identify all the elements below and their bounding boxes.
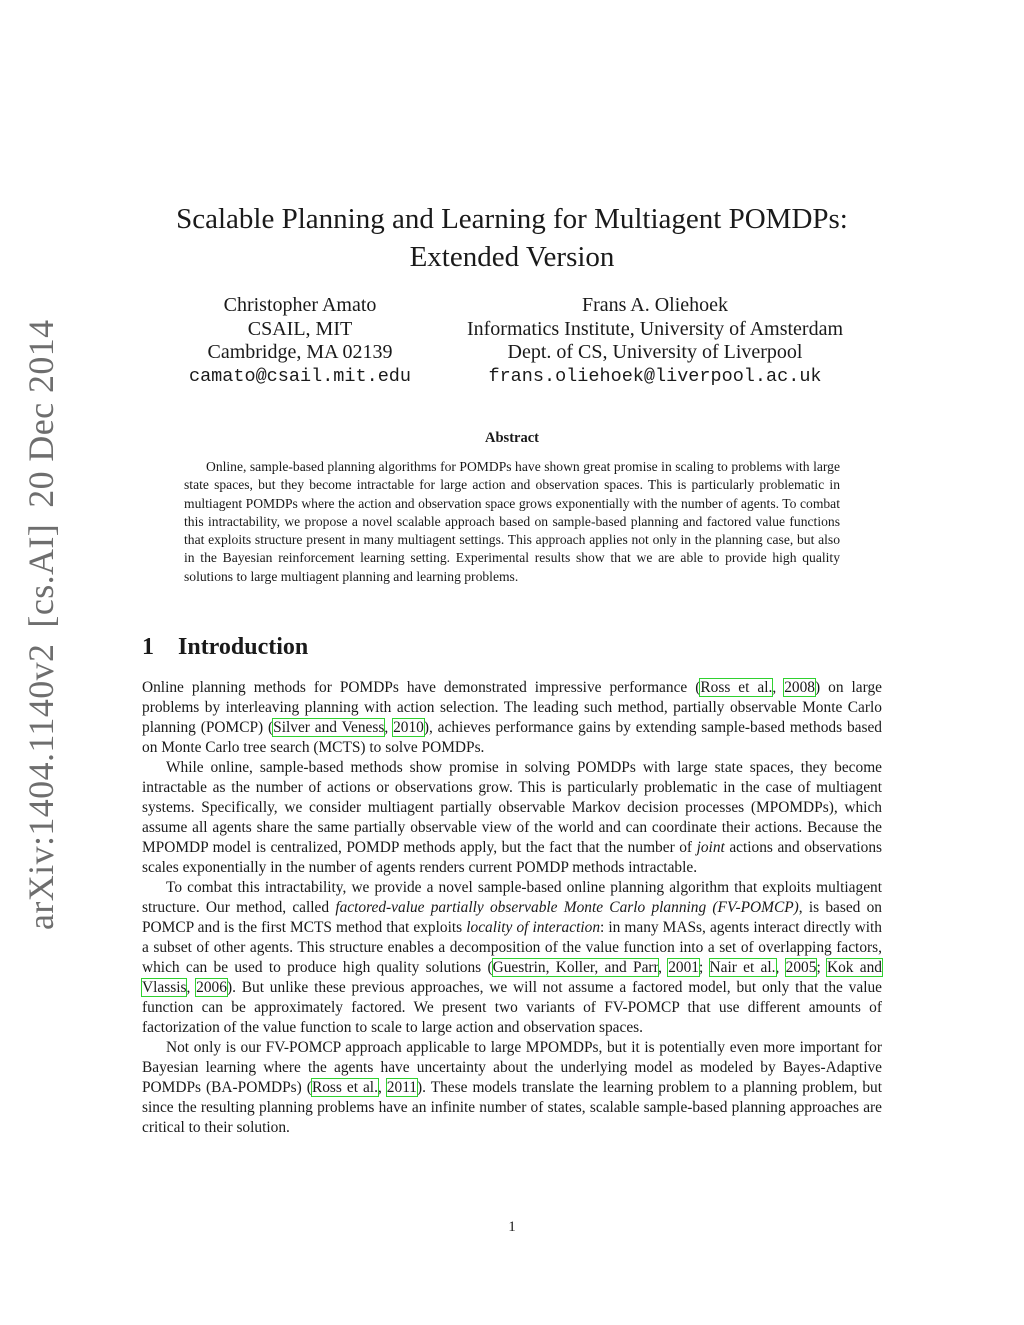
paragraph-2 [142, 758, 882, 878]
section-heading [142, 634, 308, 661]
citation-link[interactable]: Guestrin, Koller, and Parr [492, 959, 659, 976]
citation-year-link[interactable]: 2008 [784, 679, 815, 696]
emphasis: joint [696, 839, 725, 856]
author-affiliation: Informatics Institute, University of Amsterdam [466, 317, 844, 340]
author-email[interactable]: frans.oliehoek@liverpool.ac.uk [488, 365, 822, 387]
text-run: To combat this intractability, we provide a novel sample-based online planning algorithm that exploits multiagent structure. Our method, called [142, 879, 882, 916]
paragraph-1 [142, 678, 882, 758]
author-name: Christopher Amato [223, 294, 377, 316]
page-number: 1 [508, 1219, 516, 1235]
text-run: , [772, 679, 785, 696]
text-run: ; [816, 959, 827, 976]
citation-link[interactable]: Ross et al. [311, 1079, 378, 1096]
paragraph-3 [142, 878, 882, 1038]
text-run: ). But unlike these previous approaches, we will not assume a factored model, but only that the value function can be approximately factored. We present two variants of FV-POMCP that use different amounts of factorization of the value function to scale to large action and observation spaces. [142, 979, 882, 1036]
title-line-2: Extended Version [409, 241, 615, 273]
text-run: ; [698, 959, 710, 976]
paragraph-4 [142, 1038, 882, 1138]
author-email[interactable]: camato@csail.mit.edu [188, 365, 412, 387]
text-run: Online planning methods for POMDPs have demonstrated impressive performance ( [142, 679, 701, 696]
author-name: Frans A. Oliehoek [581, 294, 729, 316]
text-run: , [658, 959, 669, 976]
section-title: Introduction [178, 634, 309, 660]
emphasis: locality of interaction [466, 919, 601, 936]
arxiv-date: 20 Dec 2014 [21, 319, 61, 508]
abstract-text: Online, sample-based planning algorithms for POMDPs have shown great promise in scaling to problems with large state spaces, but they become intractable for large action and observation spaces. This is particularly problematic in multiagent POMDPs where the action and observation space grows exponentially with the number of agents. To combat this intractability, we propose a novel scalable approach based on sample-based planning and factored value functions that exploits structure present in many multiagent settings. This approach applies not only in the planning case, but also in the Bayesian reinforcement learning setting. Experimental results show that we are able to provide high quality solutions to large multiagent planning and learning problems. [184, 459, 840, 584]
text-run: , [186, 979, 197, 996]
citation-link[interactable]: Ross et al. [700, 679, 773, 696]
text-run: ) on large problems by interleaving planning with action selection. The leading such method, partially observable Monte Carlo planning (POMCP) ( [142, 679, 882, 736]
citation-link[interactable]: Kok and Vlassis [142, 959, 883, 996]
abstract-heading: Abstract [485, 430, 539, 446]
citation-year-link[interactable]: 2010 [393, 719, 424, 736]
arxiv-id: arXiv:1404.1140v2 [21, 643, 61, 930]
title-line-1: Scalable Planning and Learning for Multiagent POMDPs: [176, 203, 848, 235]
paper-title [142, 200, 882, 276]
text-run: ), achieves performance gains by extending sample-based methods based on Monte Carlo tree search (MCTS) to solve POMDPs. [142, 719, 882, 756]
arxiv-category: [cs.AI] [21, 523, 61, 628]
emphasis: factored-value partially observable Monte Carlo planning (FV-POMCP) [335, 899, 799, 916]
text-run: ). These models translate the learning problem to a planning problem, but since the resulting planning problems have an infinite number of states, scalable sample-based planning approaches are critical to their solution. [142, 1079, 883, 1136]
author-block-2 [445, 294, 865, 388]
text-run: While online, sample-based methods show promise in solving POMDPs with large state spaces, they become intractable as the number of actions or observations grow. This is particularly problematic in the case of multiagent systems. Specifically, we consider multiagent partially observable Markov decision processes (MPOMDPs), which assume all agents share the same partially observable view of the world and can coordinate their actions. Because the MPOMDP model is centralized, POMDP methods apply, but the fact that the number of [142, 759, 882, 856]
section-number: 1 [142, 634, 154, 660]
introduction-body [142, 678, 882, 1138]
author-affiliation: Dept. of CS, University of Liverpool [507, 341, 803, 363]
text-run: , is based on POMCP and is the first MCTS method that exploits [142, 899, 883, 936]
author-affiliation: CSAIL, MIT [247, 317, 353, 340]
text-run: Not only is our FV-POMCP approach applicable to large MPOMDPs, but it is potentially even more important for Bayesian learning where the agents have uncertainty about the underlying model as modeled by Bayes-Adaptive POMDPs (BA-POMDPs) ( [142, 1039, 882, 1096]
text-run: , [775, 959, 786, 976]
arxiv-identifier [20, 319, 62, 930]
citation-link[interactable]: Silver and Veness [273, 719, 385, 736]
text-run: , [384, 719, 394, 736]
citation-link[interactable]: Nair et al. [709, 959, 776, 976]
text-run: , [377, 1079, 387, 1096]
citation-year-link[interactable]: 2005 [785, 959, 817, 976]
citation-year-link[interactable]: 2011 [386, 1079, 418, 1096]
text-run: : in many MASs, agents interact directly with a subset of other agents. This structure enables a decomposition of the value function into a set of overlapping factors, which can be used to produce high quality solutions ( [142, 919, 882, 976]
author-block-1 [150, 294, 450, 388]
author-affiliation: Cambridge, MA 02139 [207, 341, 393, 363]
citation-year-link[interactable]: 2001 [668, 959, 699, 976]
text-run: actions and observations scales exponentially in the number of agents renders current POMDP methods intractable. [142, 839, 883, 876]
citation-year-link[interactable]: 2006 [196, 979, 227, 996]
